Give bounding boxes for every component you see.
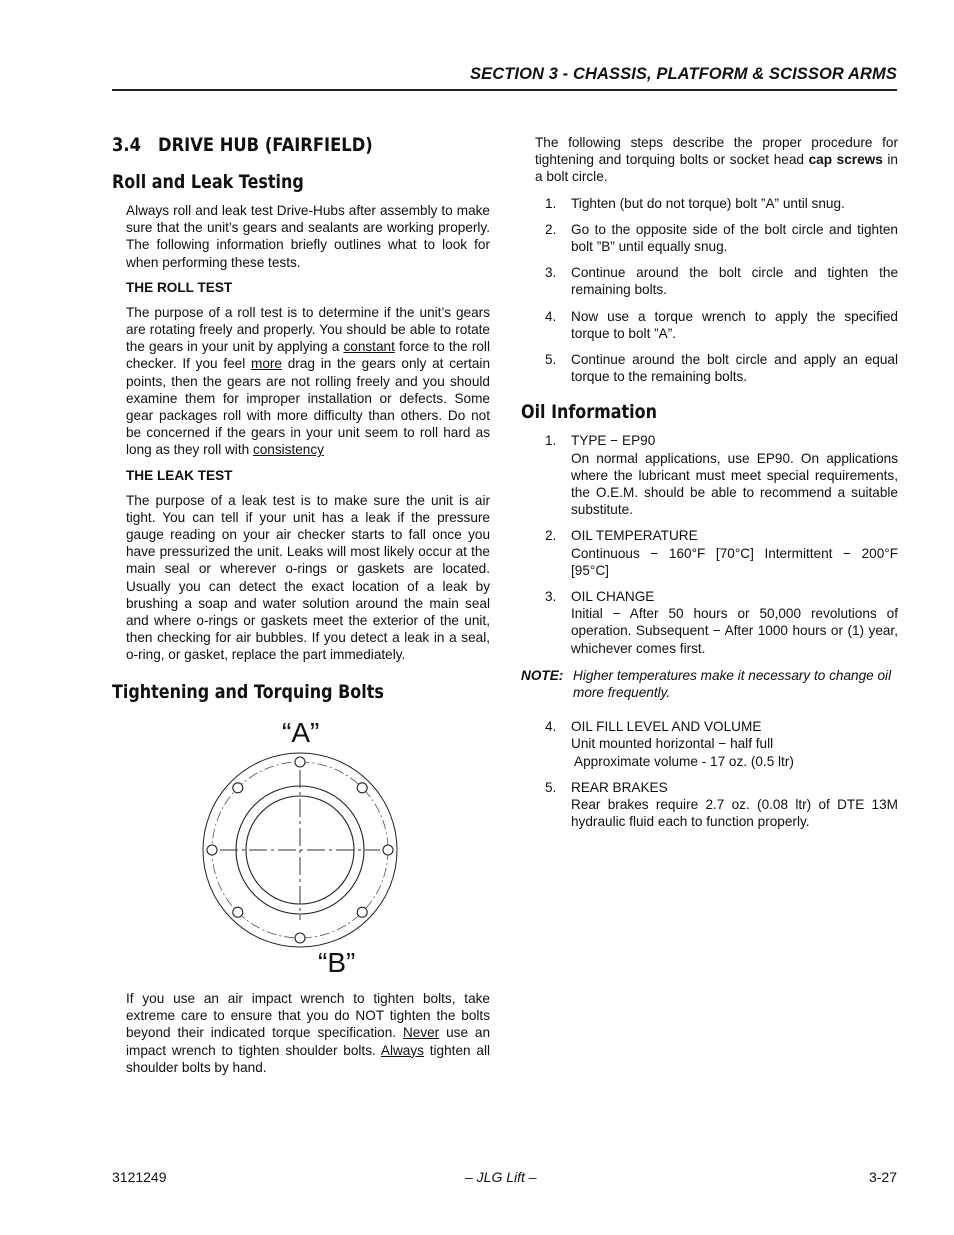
roll-test-text: The purpose of a roll test is to determine if the unit’s gears are rotating freely and properly. You should be able to rotate the gears in your unit by applying a constant force to the roll checker. If you feel more drag in the gears only at certain points, then the gears are not rolling freely and you should examine them for improper installation or defects. Some gear packages roll with more difficulty than others. Do not be concerned if the gears in your unit seem to roll hard as long as they roll with consistency: [126, 304, 491, 458]
roll-test-heading: THE ROLL TEST: [126, 279, 233, 295]
bolt-hole: [233, 907, 243, 917]
tightening-heading: Tightening and Torquing Bolts: [112, 680, 384, 703]
oil-item: 2. OIL TEMPERATURE Continuous − 160°F [70°C] Intermittent − 200°F [95°C]: [545, 528, 898, 578]
oil-item: 5. REAR BRAKES Rear brakes require 2.7 oz. (0.08 ltr) of DTE 13M hydraulic fluid each to function properly.: [545, 779, 898, 830]
label-a: “A”: [282, 717, 320, 748]
left-column: [112, 134, 490, 703]
footer-center: – JLG Lift –: [465, 1169, 537, 1185]
oil-item: 1. TYPE − EP90 On normal applications, use EP90. On applications where the lubricant must meet special requirements, the O.E.M. should be able to recommend a suitable substitute.: [545, 433, 898, 518]
oil-item: 4. OIL FILL LEVEL AND VOLUME Unit mounted horizontal − half full Approximate volume - 17 oz. (0.5 ltr): [545, 719, 794, 769]
impact-wrench-text: If you use an air impact wrench to tighten bolts, take extreme care to ensure that you do NOT tighten the bolts beyond their indicated torque specification. Never use an impact wrench to tighten shoulder bolts. Always tighten all shoulder bolts by hand.: [126, 991, 491, 1075]
section-heading: 3.4 DRIVE HUB (FAIRFIELD): [112, 134, 373, 156]
footer-page-number: 3-27: [868, 1169, 897, 1185]
note-text: Higher temperatures make it necessary to change oil more frequently.: [573, 667, 892, 701]
right-column: [521, 134, 898, 831]
step-item: 4. Now use a torque wrench to apply the specified torque to bolt ”A”.: [545, 308, 898, 341]
footer-doc-number: 3121249: [112, 1169, 167, 1185]
oil-info-list: [521, 432, 898, 656]
step-item: 3. Continue around the bolt circle and tighten the remaining bolts.: [545, 265, 898, 298]
steps-intro: The following steps describe the proper procedure for tightening and torquing bolts or socket head cap screws in a bolt circle.: [535, 135, 898, 185]
bolt-hole: [357, 783, 367, 793]
step-item: 2. Go to the opposite side of the bolt circle and tighten bolt ”B” until equally snug.: [545, 221, 898, 255]
oil-note: [521, 667, 898, 701]
leak-test-text: The purpose of a leak test is to make sure the unit is air tight. You can tell if your unit has a leak if the pressure gauge reading on your air checker starts to fall once you have pressurized the unit. Leaks will most likely occur at the main seal or wherever o-rings or gaskets are located. Usually you can detect the exact location of a leak by brushing a soap and water solution around the main seal and where o-rings or gaskets meet the exterior of the unit, then checking for air bubbles. If you detect a leak in a seal, o-ring, or gasket, replace the part immediately.: [126, 492, 490, 663]
label-b: “B”: [318, 947, 356, 978]
leak-test-heading: THE LEAK TEST: [126, 467, 233, 483]
header-rule: [112, 89, 897, 91]
impact-wrench-block: [126, 990, 490, 1076]
step-item: 5. Continue around the bolt circle and apply an equal torque to the remaining bolts.: [545, 352, 898, 385]
bolt-hole: [233, 783, 243, 793]
bolt-hole: [383, 845, 393, 855]
bolt-hole: [295, 757, 305, 767]
roll-leak-heading: Roll and Leak Testing: [112, 171, 304, 193]
oil-item: 3. OIL CHANGE Initial − After 50 hours or 50,000 revolutions of operation. Subsequent − After 1000 hours or (1) year, whichever comes first.: [545, 589, 898, 656]
roll-leak-intro: Always roll and leak test Drive-Hubs after assembly to make sure that the unit’s gears and sealants are working properly. The following information briefly outlines what to look for when performing these tests.: [126, 203, 490, 270]
bolt-circle-svg: [180, 710, 420, 980]
bolt-hole: [357, 907, 367, 917]
step-item: 1. Tighten (but do not torque) bolt ”A” until snug.: [545, 195, 845, 211]
bolt-hole: [207, 845, 217, 855]
bolt-hole: [295, 933, 305, 943]
note-label: NOTE:: [521, 667, 564, 683]
header-section-title: SECTION 3 - CHASSIS, PLATFORM & SCISSOR ARMS: [469, 65, 897, 83]
torque-steps-list: [521, 195, 898, 386]
bolt-circle-diagram: [180, 710, 420, 985]
oil-info-list-continued: [521, 718, 898, 830]
oil-heading: Oil Information: [521, 401, 657, 424]
